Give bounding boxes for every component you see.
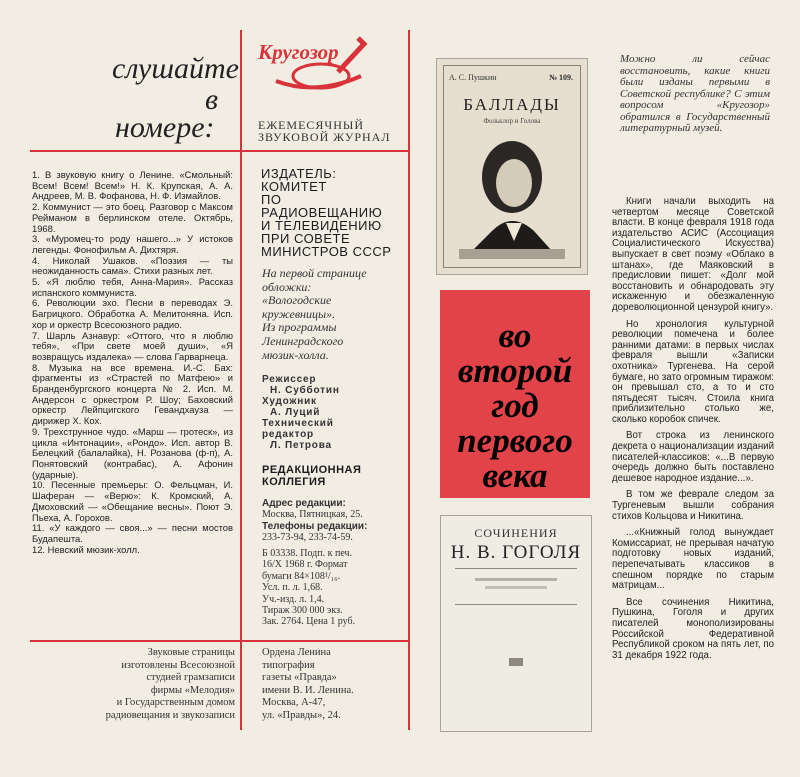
cover-emblem bbox=[509, 658, 523, 666]
feature-title-line: первого bbox=[457, 421, 573, 460]
credits bbox=[262, 374, 407, 451]
footer-line: и Государственным домом bbox=[116, 697, 235, 709]
cover-bottom-band bbox=[459, 249, 565, 259]
list-item: 10. Песенные премьеры: О. Фельцман, И. Шаферан — «Верю»: К. Кромский, А. Дмоховский — «Обещание весны». Поют Э. Пьеха, А. Горохов. bbox=[32, 479, 233, 523]
footer-line: газеты «Правда» bbox=[262, 672, 337, 684]
publisher-label: ИЗДАТЕЛЬ: bbox=[261, 166, 337, 181]
cover-note-line: обложки: bbox=[262, 279, 312, 294]
list-item: 11. «У каждого — своя...» — песни мостов Будапешта. bbox=[32, 522, 233, 544]
article-paragraph: В том же феврале следом за Тургеневым вышли собрания стихов Кольцова и Никитина. bbox=[612, 489, 774, 522]
logo bbox=[258, 40, 403, 143]
feature-title-line: века bbox=[482, 456, 548, 495]
address-label: Адрес редакции: bbox=[262, 498, 346, 509]
credit-line: Л. Петрова bbox=[270, 440, 332, 451]
print-line: 16/X 1968 г. Формат bbox=[262, 559, 348, 571]
contents-list bbox=[32, 170, 233, 625]
footer-line: имени В. И. Ленина. bbox=[262, 684, 354, 696]
publisher-line: ПО РАДИОВЕЩАНИЮ bbox=[261, 192, 383, 220]
cover-fine-print bbox=[475, 578, 557, 581]
cover-number: № 109. bbox=[548, 73, 573, 82]
book-cover-gogol bbox=[440, 515, 592, 732]
board-line: КОЛЛЕГИЯ bbox=[262, 476, 326, 488]
credit-line: Режиссер bbox=[262, 374, 317, 385]
logo-subtitle-1: ЕЖЕМЕСЯЧНЫЙ bbox=[258, 118, 365, 132]
footer-line: радиовещания и звукозаписи bbox=[105, 709, 235, 721]
print-line: Уч.-изд. л. 1,4. bbox=[262, 593, 325, 605]
publisher-block bbox=[261, 167, 406, 258]
publisher-line: И ТЕЛЕВИДЕНИЮ bbox=[261, 218, 382, 233]
feature-title-block bbox=[440, 290, 590, 498]
header-word-3: номере: bbox=[115, 111, 215, 144]
article-paragraph: ...«Книжный голод вынуждает Комиссариат, не прерывая начатую подготовку новых изданий, перепечатывать классиков в спешном порядке по старым матрицам... bbox=[612, 527, 774, 592]
list-item: 4. Николай Ушаков. «Поэзия — ты неожиданность сама». Стихи разных лет. bbox=[32, 254, 233, 277]
article-paragraph: Книги начали выходить на четвертом месяце Советской власти. В конце февраля 1918 года издательство АСИС (Ассоциация Социалистического Искусства) выпускает в свет поэму «Облако в штанах», где Маяковский в предисловии пишет: «Долг мой восстановить и обнародовать эту искаженную и обезжаленную дореволюционной цензурой книгу». bbox=[612, 196, 774, 313]
article-paragraph: Но хронология культурной революции помечена и более ранними датами: в первых числах февраля вышли «Записки охотника» Тургенева. На серой бумаге, но зато огромным тиражом: он превышал сто, а то и сто пятьдесят тысяч. Стоила книга приблизительно столько же, сколько коробок спичек. bbox=[612, 318, 774, 425]
footer-mid bbox=[262, 647, 407, 723]
list-item: 5. «Я люблю тебя, Анна-Мария». Рассказ испанского коммуниста. bbox=[32, 276, 233, 298]
credit-line: Художник bbox=[262, 396, 317, 407]
horizontal-rule-bottom bbox=[30, 640, 410, 642]
cover-note-line: Ленинградского bbox=[262, 333, 344, 348]
list-item: 12. Невский мюзик-холл. bbox=[32, 543, 140, 555]
print-line: Тираж 300 000 экз. bbox=[262, 605, 343, 617]
list-item: 1. В звуковую книгу о Ленине. «Смольный: Всем! Всем! Всем!» Н. К. Крупская, А. А. Андреев, М. В. Фофанова, Н. Ф. Измайлов. bbox=[32, 170, 233, 202]
article-paragraph: Все сочинения Никитина, Пушкина, Гоголя и других писателей монополизированы Российской Федеративной Республикой сроком на пять лет, по 31 декабря 1922 года. bbox=[612, 596, 774, 661]
board-line: РЕДАКЦИОННАЯ bbox=[262, 464, 362, 476]
list-item: 8. Музыка на все времена. И.-С. Бах: фрагменты из «Страстей по Матфею» и Бранденбургского концерта № 2. Исп. М. Андерсон с оркестром Р. Шоу; Баховский оркестр Лейпцигского Гевандхауза — дирижер Х. Кох. bbox=[32, 361, 233, 427]
publisher-line: ПРИ СОВЕТЕ bbox=[261, 231, 351, 246]
publisher-line: КОМИТЕТ bbox=[261, 179, 327, 194]
footer-line: ул. «Правды», 24. bbox=[262, 709, 341, 721]
article-paragraph: Вот строка из ленинского декрета о национализации изданий писателей-классиков: «...В первую очередь должно быть поставлено дешевое народное издание...». bbox=[612, 430, 774, 484]
footer-left bbox=[30, 647, 235, 723]
list-item: 3. «Муромец-то роду нашего...» У истоков легенды. Фонофильм А. Дихтяря. bbox=[32, 233, 233, 255]
cover-note-line: кружевницы». bbox=[262, 306, 336, 321]
cover-note-line: «Вологодские bbox=[262, 293, 332, 308]
article-intro: Можно ли сейчас восстановить, какие книги были изданы первыми в Советской республике? С этим вопросом «Кругозор» обратился в Государственный литературный музей. bbox=[620, 53, 770, 134]
phones-value: 233-73-94, 233-74-59. bbox=[262, 532, 353, 544]
editorial-board bbox=[262, 464, 407, 488]
footer-line: изготовлены Всесоюзной bbox=[121, 659, 235, 671]
footer-line: Звуковые страницы bbox=[147, 647, 235, 658]
cover-rule-2 bbox=[455, 604, 577, 605]
feature-title-line: второй bbox=[457, 351, 573, 390]
print-line: Усл. п. л. 1,68. bbox=[262, 582, 323, 594]
cover-title: БАЛЛАДЫ bbox=[463, 95, 561, 114]
list-item: 6. Революции эхо. Песни в переводах Э. Багрицкого. Обработка А. Мелитоняна. Исп. хор и оркестр Всесоюзного радио. bbox=[32, 297, 233, 330]
print-line: бумаги 84×108¹/₁₆. bbox=[262, 570, 341, 582]
article-body bbox=[612, 197, 774, 667]
credit-line: редактор bbox=[262, 429, 314, 440]
cover-note bbox=[262, 267, 407, 362]
address-block bbox=[262, 498, 407, 544]
horizontal-rule-top bbox=[30, 150, 410, 152]
footer-line: типография bbox=[262, 659, 315, 671]
print-line: Б 03338. Подп. к печ. bbox=[262, 548, 353, 559]
header-word-2: в bbox=[205, 83, 219, 116]
vertical-rule-mid bbox=[408, 30, 410, 730]
logo-title: Кругозор bbox=[258, 40, 339, 64]
portrait-illustration bbox=[462, 131, 562, 251]
footer-line: фирмы «Мелодия» bbox=[150, 684, 235, 696]
feature-title-line: во bbox=[498, 316, 532, 355]
print-line: Зак. 2764. Цена 1 руб. bbox=[262, 616, 356, 628]
phones-label: Телефоны редакции: bbox=[262, 520, 368, 532]
cover-author: А. С. Пушкин bbox=[449, 73, 497, 82]
print-info bbox=[262, 548, 407, 628]
cover-top-label: СОЧИНЕНИЯ bbox=[474, 526, 558, 540]
cover-rule-1 bbox=[455, 568, 577, 569]
publisher-line: МИНИСТРОВ СССР bbox=[261, 244, 392, 259]
book-cover-pushkin bbox=[436, 58, 588, 275]
credit-line: А. Луций bbox=[270, 407, 321, 418]
list-item: 2. Коммунист — это боец. Разговор с Максом Рейманом в берлинском отеле. Октябрь, 1968. bbox=[32, 201, 233, 234]
header-word-1: слушайте bbox=[112, 52, 239, 85]
cover-fine-print bbox=[485, 586, 547, 589]
credit-line: Технический bbox=[262, 418, 334, 429]
cover-title: Н. В. ГОГОЛЯ bbox=[450, 542, 582, 563]
footer-line: Ордена Ленина bbox=[262, 647, 331, 658]
cover-note-line: мюзик-холла. bbox=[262, 347, 329, 362]
cover-note-line: Из программы bbox=[262, 320, 337, 335]
feature-title-line: год bbox=[491, 386, 539, 425]
address-value: Москва, Пятницкая, 25. bbox=[262, 509, 363, 521]
logo-disc-icon bbox=[266, 36, 376, 91]
cover-subtitle: Фольклор и Голова bbox=[483, 117, 541, 125]
logo-subtitle-2: ЗВУКОВОЙ ЖУРНАЛ bbox=[258, 130, 391, 144]
cover-note-line: На первой странице bbox=[262, 266, 367, 280]
footer-line: Москва, А-47, bbox=[262, 697, 326, 709]
footer-line: студией грамзаписи bbox=[146, 672, 235, 684]
feature-title bbox=[440, 318, 590, 493]
vertical-rule-left bbox=[240, 30, 242, 730]
list-item: 9. Трехструнное чудо. «Марш — гротеск», из цикла «Интонации», «Рондо». Исп. автор В. Белецкий (балалайка), Н. Розанова (ф-п), А. Понятовский (контрабас), А. Афонин (ударные). bbox=[32, 425, 233, 480]
credit-line: Н. Субботин bbox=[270, 385, 340, 396]
list-item: 7. Шарль Азнавур: «Оттого, что я люблю тебя», «При свете моей души», «Я возвращусь издалека» — слова Гарварнеца. bbox=[32, 329, 233, 362]
